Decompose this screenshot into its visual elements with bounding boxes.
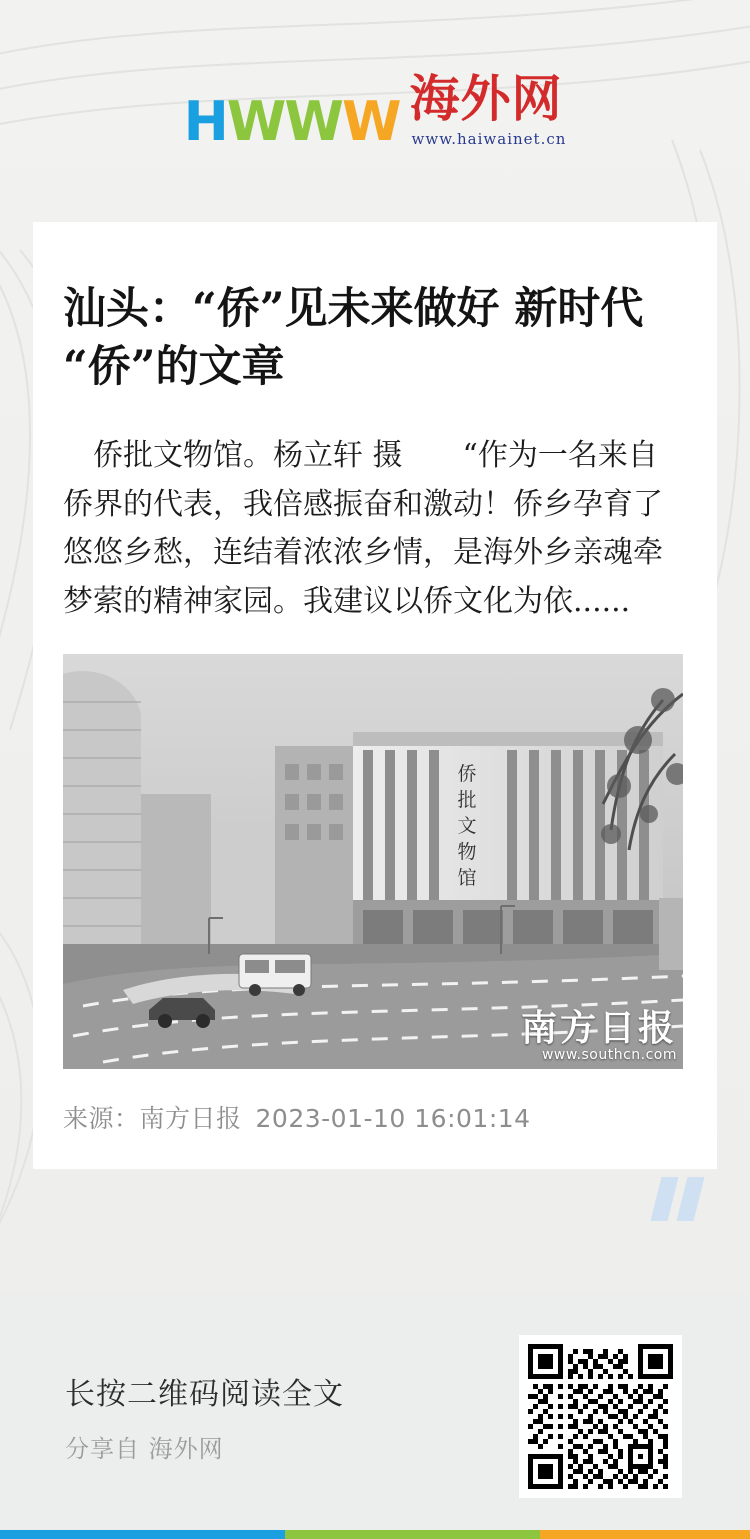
site-header [0,0,750,222]
footer-bar [0,1294,750,1539]
logo-letter-h: H [183,89,227,153]
svg-text:物: 物 [457,841,477,864]
logo-letter-w2: W [284,89,342,153]
qr-code-image [528,1344,673,1489]
logo-letter-w3: W [341,89,400,153]
quote-marks-decoration [656,1177,699,1221]
article-title: 汕头：“侨”见未来做好 新时代“侨”的文章 [63,284,644,393]
article-meta [63,1099,687,1135]
svg-text:文: 文 [457,815,477,838]
watermark-url: www.southcn.com [541,1046,677,1063]
qr-code[interactable] [519,1335,682,1498]
source-label: 来源： [63,1104,140,1134]
svg-text:批: 批 [457,789,477,812]
color-bar-green [285,1530,540,1539]
brand-color-bar [0,1530,750,1539]
publish-time: 16:01:14 [414,1104,531,1134]
footer-share-source: 分享自 海外网 [65,1435,224,1463]
source-name: 南方日报 [139,1104,242,1134]
watermark-source-name: 南方日报 [520,1006,677,1049]
svg-text:馆: 馆 [457,867,477,890]
svg-text:侨: 侨 [457,763,477,786]
photo-watermark [520,1006,677,1066]
color-bar-orange [540,1530,750,1539]
logo-letter-w1: W [226,89,285,153]
article-body-text: 侨批文物馆。杨立轩 摄 “作为一名来自侨界的代表，我倍感振奋和激动！侨乡孕育了悠悠乡愁，连结着浓浓乡情，是海外乡亲魂牵梦萦的精神家园。我建议以侨文化为依...... [63,438,663,619]
publish-date: 2023-01-10 [255,1104,406,1134]
article-card [33,222,717,1169]
logo-letters [183,89,400,153]
logo-chinese-name: 海外网 [409,69,563,128]
article-photo [63,654,683,1069]
site-logo[interactable] [183,69,567,153]
footer-cta-title: 长按二维码阅读全文 [65,1377,344,1412]
logo-website-url: www.haiwainet.cn [411,129,567,148]
color-bar-blue [0,1530,285,1539]
